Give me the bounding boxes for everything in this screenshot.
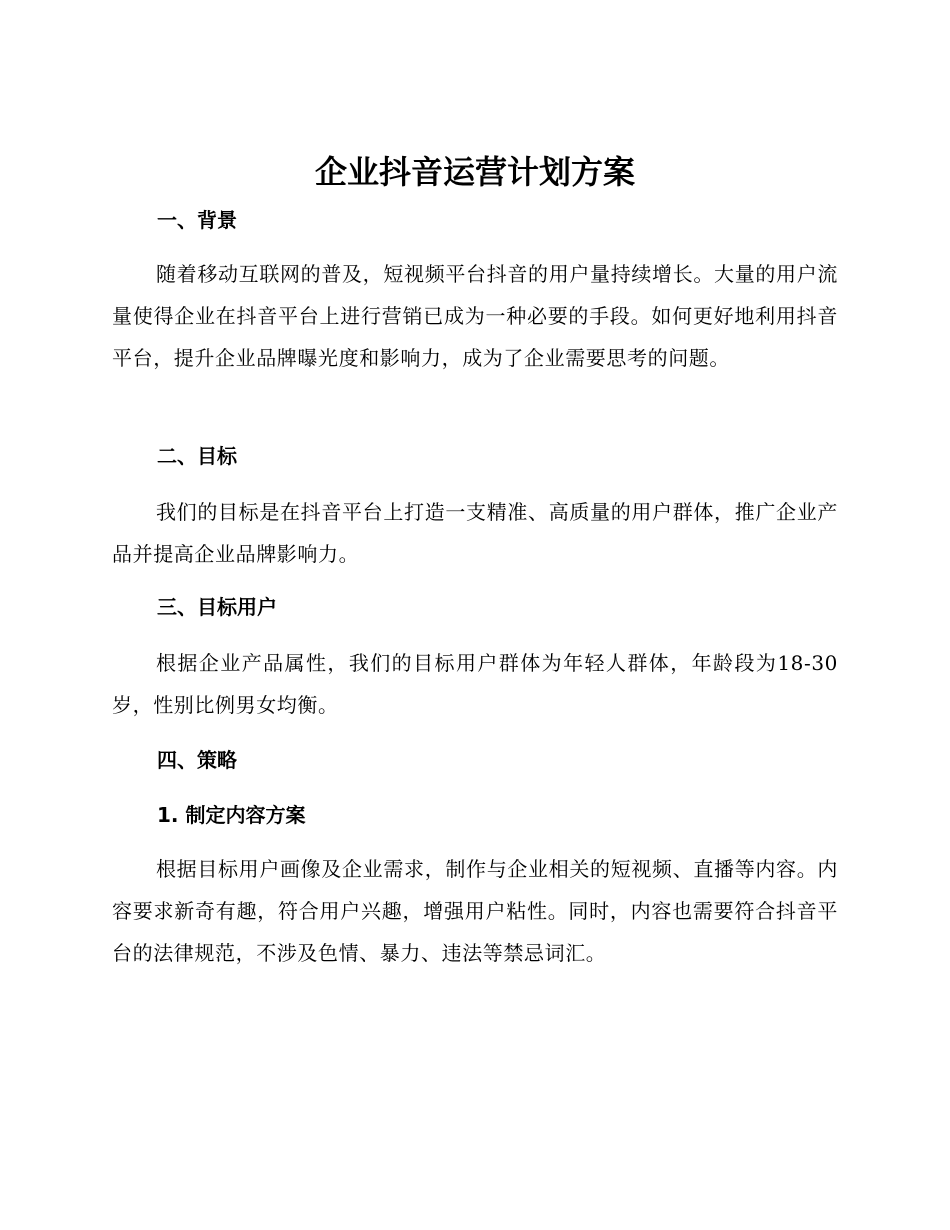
section-heading-target-users: 三、目标用户 — [157, 595, 277, 619]
subsection-heading-content-plan: 1. 制定内容方案 — [157, 803, 306, 827]
section-heading-background: 一、背景 — [157, 208, 237, 232]
document-title: 企业抖音运营计划方案 — [314, 153, 635, 191]
subsection-paragraph-content-plan: 根据目标用户画像及企业需求，制作与企业相关的短视频、直播等内容。内容要求新奇有趣，符合用户兴趣，增强用户粘性。同时，内容也需要符合抖音平台的法律规范，不涉及色情、暴力、违法等禁忌词汇。 — [112, 857, 838, 965]
section-heading-goal: 二、目标 — [157, 444, 237, 468]
section-paragraph-target-users: 根据企业产品属性，我们的目标用户群体为年轻人群体，年龄段为18-30岁，性别比例男女均衡。 — [112, 651, 838, 717]
section-heading-strategy: 四、策略 — [157, 748, 237, 772]
section-paragraph-background: 随着移动互联网的普及，短视频平台抖音的用户量持续增长。大量的用户流量使得企业在抖音平台上进行营销已成为一种必要的手段。如何更好地利用抖音平台，提升企业品牌曝光度和影响力，成为了企业需要思考的问题。 — [112, 262, 838, 370]
section-paragraph-goal: 我们的目标是在抖音平台上打造一支精准、高质量的用户群体，推广企业产品并提高企业品牌影响力。 — [112, 500, 838, 566]
